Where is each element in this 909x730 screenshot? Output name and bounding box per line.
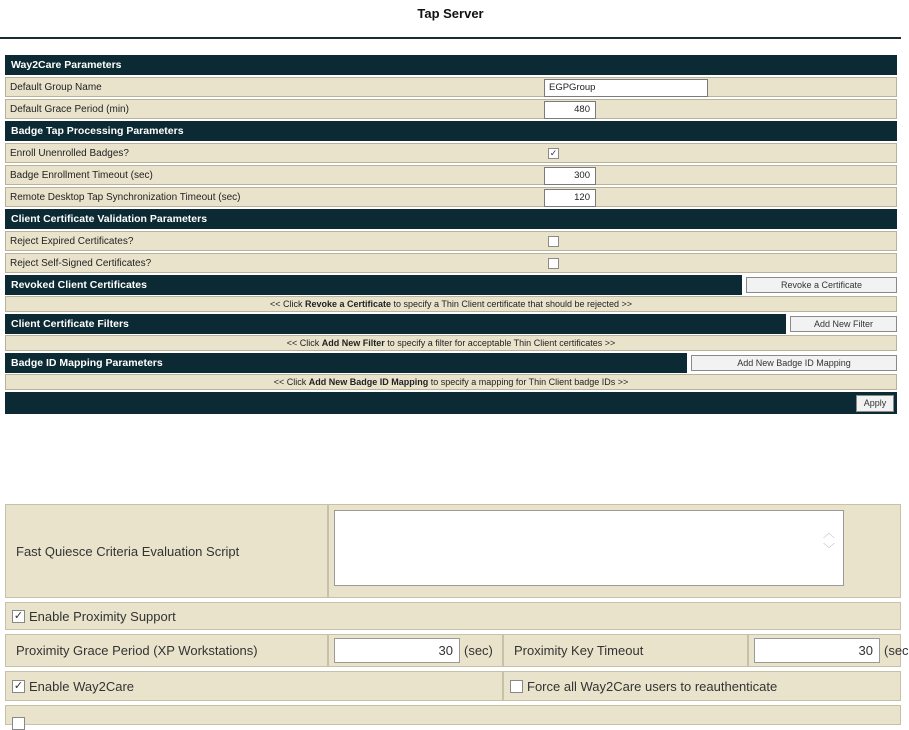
revoked-section-title: Revoked Client Certificates <box>5 275 742 295</box>
default-grace-period-label: Default Grace Period (min) <box>10 103 129 115</box>
revoked-info-text: << Click Revoke a Certificate to specify a Thin Client certificate that should be rejected >> <box>5 296 897 312</box>
scroll-up-icon[interactable]: ︿ <box>822 526 835 540</box>
proximity-key-unit: (sec <box>884 643 909 658</box>
force-reauth-row <box>503 671 901 701</box>
revoked-section-header <box>5 275 897 295</box>
partial-row-checkbox[interactable] <box>12 717 25 730</box>
rdt-sync-timeout-label: Remote Desktop Tap Synchronization Timeout (sec) <box>10 191 241 203</box>
default-group-name-label: Default Group Name <box>10 81 102 93</box>
default-group-name-input[interactable]: EGPGroup <box>544 79 708 97</box>
enable-proximity-label: Enable Proximity Support <box>29 608 176 624</box>
scroll-down-icon[interactable]: ﹀ <box>822 542 835 556</box>
badge-id-info-text: << Click Add New Badge ID Mapping to specify a mapping for Thin Client badge IDs >> <box>5 374 897 390</box>
cert-validation-section-header: Client Certificate Validation Parameters <box>5 209 897 229</box>
rdt-sync-timeout-row <box>5 187 897 207</box>
add-badge-id-mapping-button[interactable]: Add New Badge ID Mapping <box>691 355 897 371</box>
reject-self-signed-row <box>5 253 897 273</box>
force-reauth-checkbox[interactable] <box>510 680 523 693</box>
proximity-key-label: Proximity Key Timeout <box>503 634 748 667</box>
reject-self-signed-label: Reject Self-Signed Certificates? <box>10 257 152 269</box>
tap-server-settings-panel <box>5 55 897 414</box>
proximity-grace-unit: (sec) <box>464 643 493 658</box>
filters-section-title: Client Certificate Filters <box>5 314 786 334</box>
partial-row <box>5 705 901 725</box>
proximity-key-cell <box>748 634 909 667</box>
fast-quiesce-script-textarea[interactable] <box>334 510 844 586</box>
default-grace-period-row <box>5 99 897 119</box>
title-divider <box>0 37 901 39</box>
proximity-grace-input[interactable]: 30 <box>334 638 460 663</box>
reject-self-signed-checkbox[interactable] <box>548 258 559 269</box>
filters-info-text: << Click Add New Filter to specify a filter for acceptable Thin Client certificates >> <box>5 335 897 351</box>
enable-way2care-label: Enable Way2Care <box>29 678 135 694</box>
default-grace-period-input[interactable]: 480 <box>544 101 596 119</box>
enable-proximity-checkbox[interactable]: ✓ <box>13 609 24 622</box>
badge-enrollment-timeout-label: Badge Enrollment Timeout (sec) <box>10 169 153 181</box>
proximity-grace-label: Proximity Grace Period (XP Workstations) <box>5 634 328 667</box>
way2care-section-header: Way2Care Parameters <box>5 55 897 75</box>
enroll-unenrolled-label: Enroll Unenrolled Badges? <box>10 147 129 159</box>
force-reauth-label: Force all Way2Care users to reauthenticate <box>527 678 778 694</box>
badge-enrollment-timeout-row <box>5 165 897 185</box>
proximity-key-input[interactable]: 30 <box>754 638 880 663</box>
default-group-name-row <box>5 77 897 97</box>
rdt-sync-timeout-input[interactable]: 120 <box>544 189 596 207</box>
proximity-settings-panel <box>5 504 909 729</box>
reject-expired-row <box>5 231 897 251</box>
enable-way2care-row <box>5 671 503 701</box>
reject-expired-label: Reject Expired Certificates? <box>10 235 134 247</box>
reject-expired-checkbox[interactable] <box>548 236 559 247</box>
filters-section-header <box>5 314 897 334</box>
badge-tap-section-header: Badge Tap Processing Parameters <box>5 121 897 141</box>
apply-button[interactable]: Apply <box>856 395 894 412</box>
page-title: Tap Server <box>417 6 484 21</box>
badge-enrollment-timeout-input[interactable]: 300 <box>544 167 596 185</box>
badge-id-section-title: Badge ID Mapping Parameters <box>5 353 687 373</box>
enroll-unenrolled-checkbox[interactable]: ✓ <box>549 148 558 158</box>
badge-id-section-header <box>5 353 897 373</box>
fast-quiesce-cell <box>328 504 901 598</box>
enable-way2care-checkbox[interactable]: ✓ <box>13 679 24 692</box>
enable-proximity-row <box>5 602 901 630</box>
scrollbar[interactable] <box>823 525 835 557</box>
revoke-certificate-button[interactable]: Revoke a Certificate <box>746 277 897 293</box>
fast-quiesce-label: Fast Quiesce Criteria Evaluation Script <box>5 504 328 598</box>
enroll-unenrolled-row <box>5 143 897 163</box>
apply-footer <box>5 392 897 414</box>
proximity-grace-cell <box>328 634 503 667</box>
add-new-filter-button[interactable]: Add New Filter <box>790 316 897 332</box>
